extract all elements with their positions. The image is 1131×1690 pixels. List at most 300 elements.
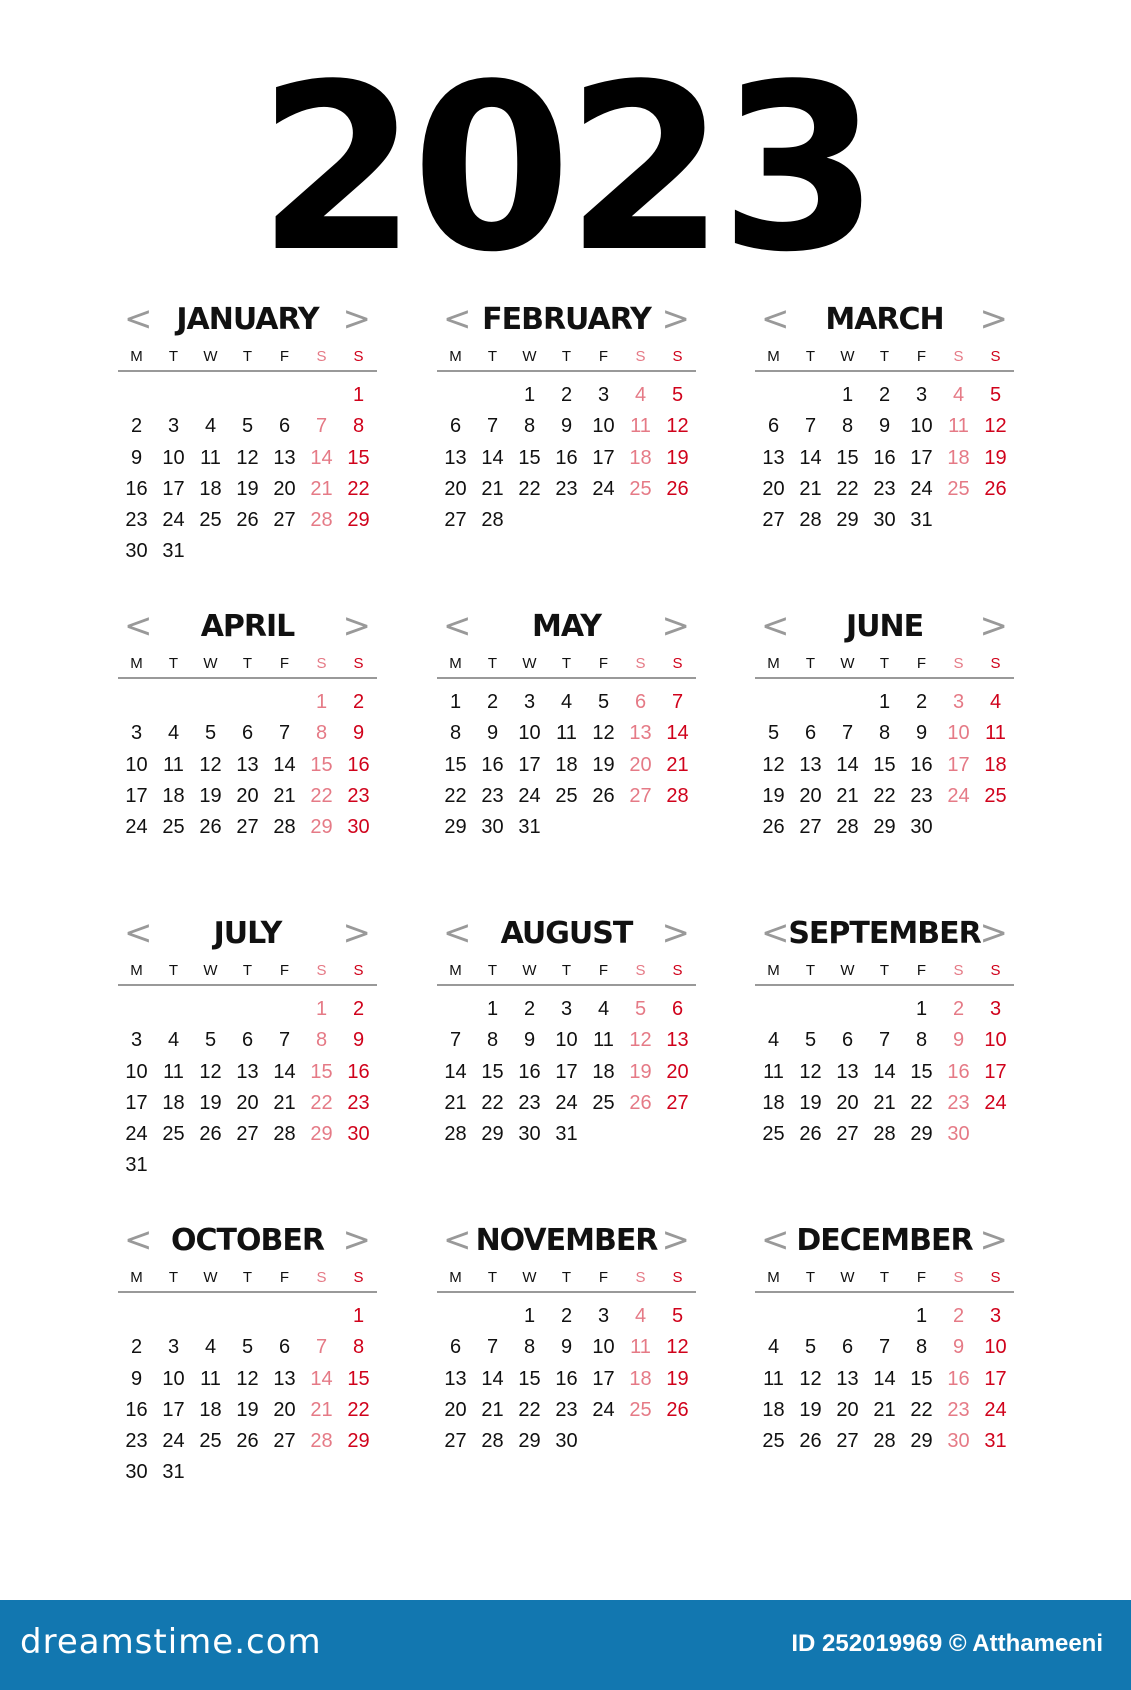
day-cell: 14 [873, 1367, 896, 1390]
day-cell: 14 [444, 1060, 467, 1083]
next-month-arrow-icon[interactable]: > [979, 913, 1008, 953]
day-cell: 25 [947, 477, 970, 500]
weekday-label: T [242, 655, 253, 672]
day-cell: 1 [878, 691, 891, 713]
month-header [755, 300, 1014, 340]
day-cell: 3 [989, 998, 1002, 1020]
day-cell: 10 [910, 415, 933, 438]
day-cell: 11 [948, 415, 969, 438]
day-cell: 1 [915, 1305, 928, 1327]
day-cell: 22 [910, 1398, 933, 1421]
month-march [755, 300, 1014, 536]
empty-cell [437, 1301, 474, 1332]
weekday-label: W [203, 1269, 218, 1286]
day-grid [755, 994, 1014, 1150]
day-cell: 23 [518, 1091, 541, 1114]
day-cell: 15 [836, 446, 859, 469]
day-cell: 25 [629, 1398, 652, 1421]
weekday-label: S [953, 962, 964, 979]
day-cell: 26 [236, 1430, 259, 1453]
weekday-label: T [487, 962, 498, 979]
day-grid [437, 1301, 696, 1457]
day-cell: 12 [592, 722, 615, 745]
next-month-arrow-icon[interactable]: > [661, 606, 690, 646]
day-cell: 21 [481, 477, 504, 500]
day-cell: 23 [555, 1398, 578, 1421]
day-cell: 22 [518, 477, 541, 500]
day-cell: 15 [481, 1060, 504, 1083]
day-cell: 28 [666, 784, 689, 807]
day-cell: 16 [910, 753, 933, 776]
next-month-arrow-icon[interactable]: > [342, 913, 371, 953]
day-cell: 19 [666, 1367, 689, 1390]
day-cell: 3 [167, 1336, 180, 1359]
day-cell: 26 [799, 1430, 822, 1453]
month-name: FEBRUARY [482, 302, 651, 337]
next-month-arrow-icon[interactable]: > [342, 606, 371, 646]
day-cell: 27 [666, 1091, 689, 1114]
day-cell: 8 [449, 722, 462, 745]
empty-cell [229, 1301, 266, 1332]
day-grid [118, 380, 377, 568]
prev-month-arrow-icon[interactable]: < [443, 606, 472, 646]
day-cell: 26 [666, 477, 689, 500]
day-cell: 23 [555, 477, 578, 500]
prev-month-arrow-icon[interactable]: < [443, 913, 472, 953]
day-cell: 20 [444, 477, 467, 500]
weekday-label: M [130, 1269, 143, 1286]
day-cell: 7 [315, 415, 328, 438]
empty-cell [474, 1301, 511, 1332]
day-cell: 12 [984, 415, 1007, 438]
weekday-label: T [561, 655, 572, 672]
weekday-label: F [916, 962, 927, 979]
day-cell: 21 [310, 1398, 333, 1421]
day-cell: 13 [836, 1060, 859, 1083]
day-cell: 10 [984, 1336, 1007, 1359]
day-cell: 28 [836, 816, 859, 839]
day-cell: 21 [873, 1398, 896, 1421]
day-cell: 28 [273, 1123, 296, 1146]
day-cell: 18 [199, 1398, 222, 1421]
day-cell: 23 [125, 1430, 148, 1453]
day-cell: 30 [873, 509, 896, 532]
day-cell: 25 [162, 816, 185, 839]
day-grid [755, 687, 1014, 843]
month-name: OCTOBER [171, 1223, 324, 1258]
weekday-label: M [767, 1269, 780, 1286]
day-cell: 8 [878, 722, 891, 745]
weekday-label: T [487, 655, 498, 672]
day-cell: 2 [130, 415, 143, 438]
day-cell: 24 [125, 1123, 148, 1146]
day-cell: 21 [873, 1091, 896, 1114]
day-cell: 28 [310, 1430, 333, 1453]
day-cell: 15 [518, 446, 541, 469]
day-cell: 13 [799, 753, 822, 776]
day-cell: 30 [125, 540, 148, 563]
day-cell: 12 [666, 415, 689, 438]
day-cell: 17 [910, 446, 933, 469]
empty-cell [118, 380, 155, 411]
weekday-label: M [767, 348, 780, 365]
day-cell: 20 [236, 1091, 259, 1114]
day-cell: 14 [666, 722, 689, 745]
day-cell: 3 [560, 998, 573, 1020]
day-cell: 7 [315, 1336, 328, 1359]
day-cell: 13 [762, 446, 785, 469]
day-cell: 1 [523, 1305, 536, 1327]
day-cell: 12 [236, 446, 259, 469]
month-february [437, 300, 696, 536]
empty-cell [155, 687, 192, 718]
prev-month-arrow-icon[interactable]: < [124, 606, 153, 646]
weekday-header [755, 340, 1014, 370]
day-cell: 19 [199, 1091, 222, 1114]
weekday-label: S [953, 1269, 964, 1286]
weekday-label: M [130, 962, 143, 979]
next-month-arrow-icon[interactable]: > [979, 1220, 1008, 1260]
prev-month-arrow-icon[interactable]: < [124, 299, 153, 339]
day-cell: 8 [523, 415, 536, 438]
day-cell: 11 [763, 1367, 784, 1390]
day-cell: 16 [125, 477, 148, 500]
day-cell: 10 [162, 446, 185, 469]
day-cell: 15 [873, 753, 896, 776]
divider [437, 1291, 696, 1293]
day-cell: 18 [592, 1060, 615, 1083]
next-month-arrow-icon[interactable]: > [979, 606, 1008, 646]
weekday-label: S [316, 1269, 327, 1286]
day-cell: 9 [952, 1336, 965, 1359]
prev-month-arrow-icon[interactable]: < [761, 299, 790, 339]
day-cell: 7 [278, 1029, 291, 1052]
day-cell: 20 [273, 1398, 296, 1421]
weekday-label: W [522, 348, 537, 365]
day-cell: 21 [444, 1091, 467, 1114]
day-cell: 24 [984, 1091, 1007, 1114]
day-cell: 27 [799, 816, 822, 839]
day-cell: 29 [910, 1430, 933, 1453]
day-cell: 27 [444, 1430, 467, 1453]
day-cell: 16 [555, 1367, 578, 1390]
day-cell: 5 [671, 384, 684, 406]
empty-cell [266, 687, 303, 718]
divider [755, 984, 1014, 986]
month-name: JUNE [845, 609, 924, 644]
day-cell: 21 [666, 753, 689, 776]
day-cell: 13 [444, 1367, 467, 1390]
day-cell: 4 [952, 384, 965, 406]
day-cell: 10 [947, 722, 970, 745]
day-cell: 8 [352, 1336, 365, 1359]
weekday-label: M [449, 348, 462, 365]
prev-month-arrow-icon[interactable]: < [761, 913, 790, 953]
day-cell: 11 [763, 1060, 784, 1083]
day-cell: 8 [841, 415, 854, 438]
day-cell: 9 [952, 1029, 965, 1052]
day-cell: 18 [629, 1367, 652, 1390]
day-cell: 31 [162, 1461, 185, 1484]
day-cell: 17 [518, 753, 541, 776]
weekday-label: T [168, 1269, 179, 1286]
day-cell: 14 [481, 446, 504, 469]
weekday-label: S [316, 348, 327, 365]
divider [437, 370, 696, 372]
day-cell: 15 [347, 446, 370, 469]
next-month-arrow-icon[interactable]: > [661, 913, 690, 953]
day-cell: 12 [762, 753, 785, 776]
day-cell: 15 [518, 1367, 541, 1390]
weekday-label: T [487, 1269, 498, 1286]
weekday-header [755, 1261, 1014, 1291]
day-cell: 27 [236, 1123, 259, 1146]
day-cell: 10 [125, 753, 148, 776]
day-cell: 13 [444, 446, 467, 469]
day-cell: 6 [841, 1029, 854, 1052]
day-cell: 20 [836, 1398, 859, 1421]
month-header [118, 300, 377, 340]
day-cell: 22 [347, 477, 370, 500]
weekday-label: S [672, 962, 683, 979]
weekday-label: S [672, 348, 683, 365]
day-cell: 18 [947, 446, 970, 469]
weekday-header [755, 954, 1014, 984]
day-cell: 26 [762, 816, 785, 839]
day-cell: 25 [984, 784, 1007, 807]
empty-cell [155, 380, 192, 411]
day-cell: 31 [162, 540, 185, 563]
next-month-arrow-icon[interactable]: > [979, 299, 1008, 339]
empty-cell [229, 380, 266, 411]
day-cell: 22 [310, 1091, 333, 1114]
day-cell: 16 [125, 1398, 148, 1421]
day-cell: 26 [629, 1091, 652, 1114]
day-cell: 13 [236, 753, 259, 776]
weekday-label: S [635, 348, 646, 365]
day-cell: 25 [592, 1091, 615, 1114]
day-cell: 8 [915, 1336, 928, 1359]
day-cell: 24 [592, 1398, 615, 1421]
next-month-arrow-icon[interactable]: > [342, 299, 371, 339]
day-cell: 5 [671, 1305, 684, 1327]
day-cell: 19 [666, 446, 689, 469]
day-cell: 20 [666, 1060, 689, 1083]
next-month-arrow-icon[interactable]: > [661, 299, 690, 339]
prev-month-arrow-icon[interactable]: < [124, 1220, 153, 1260]
day-cell: 29 [910, 1123, 933, 1146]
weekday-label: W [203, 655, 218, 672]
day-cell: 16 [481, 753, 504, 776]
day-cell: 9 [130, 446, 143, 469]
day-cell: 17 [984, 1367, 1007, 1390]
month-header [437, 300, 696, 340]
empty-cell [755, 1301, 792, 1332]
day-cell: 29 [444, 816, 467, 839]
weekday-label: S [672, 1269, 683, 1286]
weekday-header [118, 647, 377, 677]
month-name: JANUARY [176, 302, 319, 337]
day-cell: 1 [486, 998, 499, 1020]
day-cell: 5 [597, 691, 610, 713]
weekday-label: T [805, 655, 816, 672]
prev-month-arrow-icon[interactable]: < [761, 1220, 790, 1260]
day-cell: 21 [273, 784, 296, 807]
day-cell: 25 [762, 1430, 785, 1453]
day-cell: 27 [629, 784, 652, 807]
day-cell: 29 [347, 1430, 370, 1453]
day-cell: 19 [984, 446, 1007, 469]
prev-month-arrow-icon[interactable]: < [443, 1220, 472, 1260]
day-cell: 30 [481, 816, 504, 839]
day-cell: 30 [910, 816, 933, 839]
day-cell: 8 [352, 415, 365, 438]
weekday-label: T [805, 1269, 816, 1286]
day-cell: 25 [762, 1123, 785, 1146]
day-cell: 9 [560, 1336, 573, 1359]
day-cell: 30 [347, 816, 370, 839]
day-cell: 4 [767, 1029, 780, 1052]
day-cell: 6 [278, 1336, 291, 1359]
day-cell: 4 [767, 1336, 780, 1359]
day-cell: 7 [804, 415, 817, 438]
day-cell: 15 [347, 1367, 370, 1390]
day-cell: 11 [556, 722, 577, 745]
prev-month-arrow-icon[interactable]: < [443, 299, 472, 339]
day-cell: 2 [878, 384, 891, 406]
empty-cell [437, 994, 474, 1025]
day-cell: 23 [347, 784, 370, 807]
divider [118, 370, 377, 372]
day-cell: 14 [310, 1367, 333, 1390]
empty-cell [755, 687, 792, 718]
day-cell: 13 [273, 1367, 296, 1390]
day-cell: 15 [910, 1367, 933, 1390]
day-cell: 22 [310, 784, 333, 807]
day-cell: 20 [236, 784, 259, 807]
day-cell: 18 [762, 1398, 785, 1421]
day-cell: 4 [167, 722, 180, 745]
day-cell: 14 [481, 1367, 504, 1390]
day-cell: 14 [799, 446, 822, 469]
weekday-label: S [353, 655, 364, 672]
next-month-arrow-icon[interactable]: > [342, 1220, 371, 1260]
weekday-label: M [130, 348, 143, 365]
weekday-label: F [916, 655, 927, 672]
day-cell: 3 [915, 384, 928, 406]
day-cell: 28 [481, 509, 504, 532]
month-name: MAY [532, 609, 601, 644]
day-grid [118, 994, 377, 1182]
day-cell: 30 [947, 1430, 970, 1453]
day-cell: 21 [310, 477, 333, 500]
dreamstime-logo[interactable]: dreamstime.com [20, 1622, 322, 1662]
day-cell: 6 [634, 691, 647, 713]
day-cell: 9 [560, 415, 573, 438]
day-cell: 18 [555, 753, 578, 776]
weekday-label: W [840, 962, 855, 979]
day-grid [118, 687, 377, 843]
empty-cell [118, 687, 155, 718]
day-cell: 30 [947, 1123, 970, 1146]
prev-month-arrow-icon[interactable]: < [124, 913, 153, 953]
day-cell: 24 [984, 1398, 1007, 1421]
empty-cell [192, 380, 229, 411]
month-january [118, 300, 377, 568]
weekday-label: W [840, 655, 855, 672]
weekday-label: S [990, 962, 1001, 979]
day-cell: 18 [629, 446, 652, 469]
empty-cell [229, 687, 266, 718]
day-cell: 15 [310, 753, 333, 776]
day-cell: 2 [486, 691, 499, 713]
day-cell: 22 [873, 784, 896, 807]
day-cell: 22 [347, 1398, 370, 1421]
day-cell: 17 [592, 446, 615, 469]
day-cell: 7 [841, 722, 854, 745]
day-cell: 7 [278, 722, 291, 745]
day-cell: 10 [984, 1029, 1007, 1052]
day-cell: 24 [910, 477, 933, 500]
day-cell: 17 [555, 1060, 578, 1083]
day-cell: 31 [555, 1123, 578, 1146]
day-cell: 28 [873, 1430, 896, 1453]
weekday-label: T [168, 348, 179, 365]
month-name: SEPTEMBER [788, 916, 981, 951]
day-cell: 15 [310, 1060, 333, 1083]
day-cell: 24 [555, 1091, 578, 1114]
day-cell: 26 [199, 1123, 222, 1146]
empty-cell [303, 380, 340, 411]
day-cell: 9 [352, 1029, 365, 1052]
month-august [437, 914, 696, 1150]
empty-cell [118, 1301, 155, 1332]
day-cell: 11 [985, 722, 1006, 745]
month-header [755, 914, 1014, 954]
divider [437, 984, 696, 986]
empty-cell [792, 994, 829, 1025]
day-cell: 14 [310, 446, 333, 469]
day-cell: 26 [984, 477, 1007, 500]
day-cell: 2 [352, 691, 365, 713]
day-cell: 16 [873, 446, 896, 469]
day-cell: 5 [241, 415, 254, 438]
next-month-arrow-icon[interactable]: > [661, 1220, 690, 1260]
day-cell: 12 [629, 1029, 652, 1052]
weekday-label: W [522, 962, 537, 979]
day-cell: 1 [315, 998, 328, 1020]
day-cell: 19 [799, 1091, 822, 1114]
day-cell: 27 [444, 509, 467, 532]
empty-cell [829, 994, 866, 1025]
day-cell: 4 [204, 415, 217, 438]
day-cell: 13 [629, 722, 652, 745]
day-cell: 21 [481, 1398, 504, 1421]
day-cell: 26 [799, 1123, 822, 1146]
empty-cell [266, 1301, 303, 1332]
day-cell: 30 [347, 1123, 370, 1146]
day-cell: 2 [952, 1305, 965, 1327]
prev-month-arrow-icon[interactable]: < [761, 606, 790, 646]
month-header [755, 607, 1014, 647]
day-cell: 27 [236, 816, 259, 839]
day-cell: 29 [836, 509, 859, 532]
day-cell: 19 [799, 1398, 822, 1421]
day-cell: 25 [555, 784, 578, 807]
day-cell: 8 [315, 1029, 328, 1052]
day-cell: 29 [518, 1430, 541, 1453]
day-cell: 6 [804, 722, 817, 745]
